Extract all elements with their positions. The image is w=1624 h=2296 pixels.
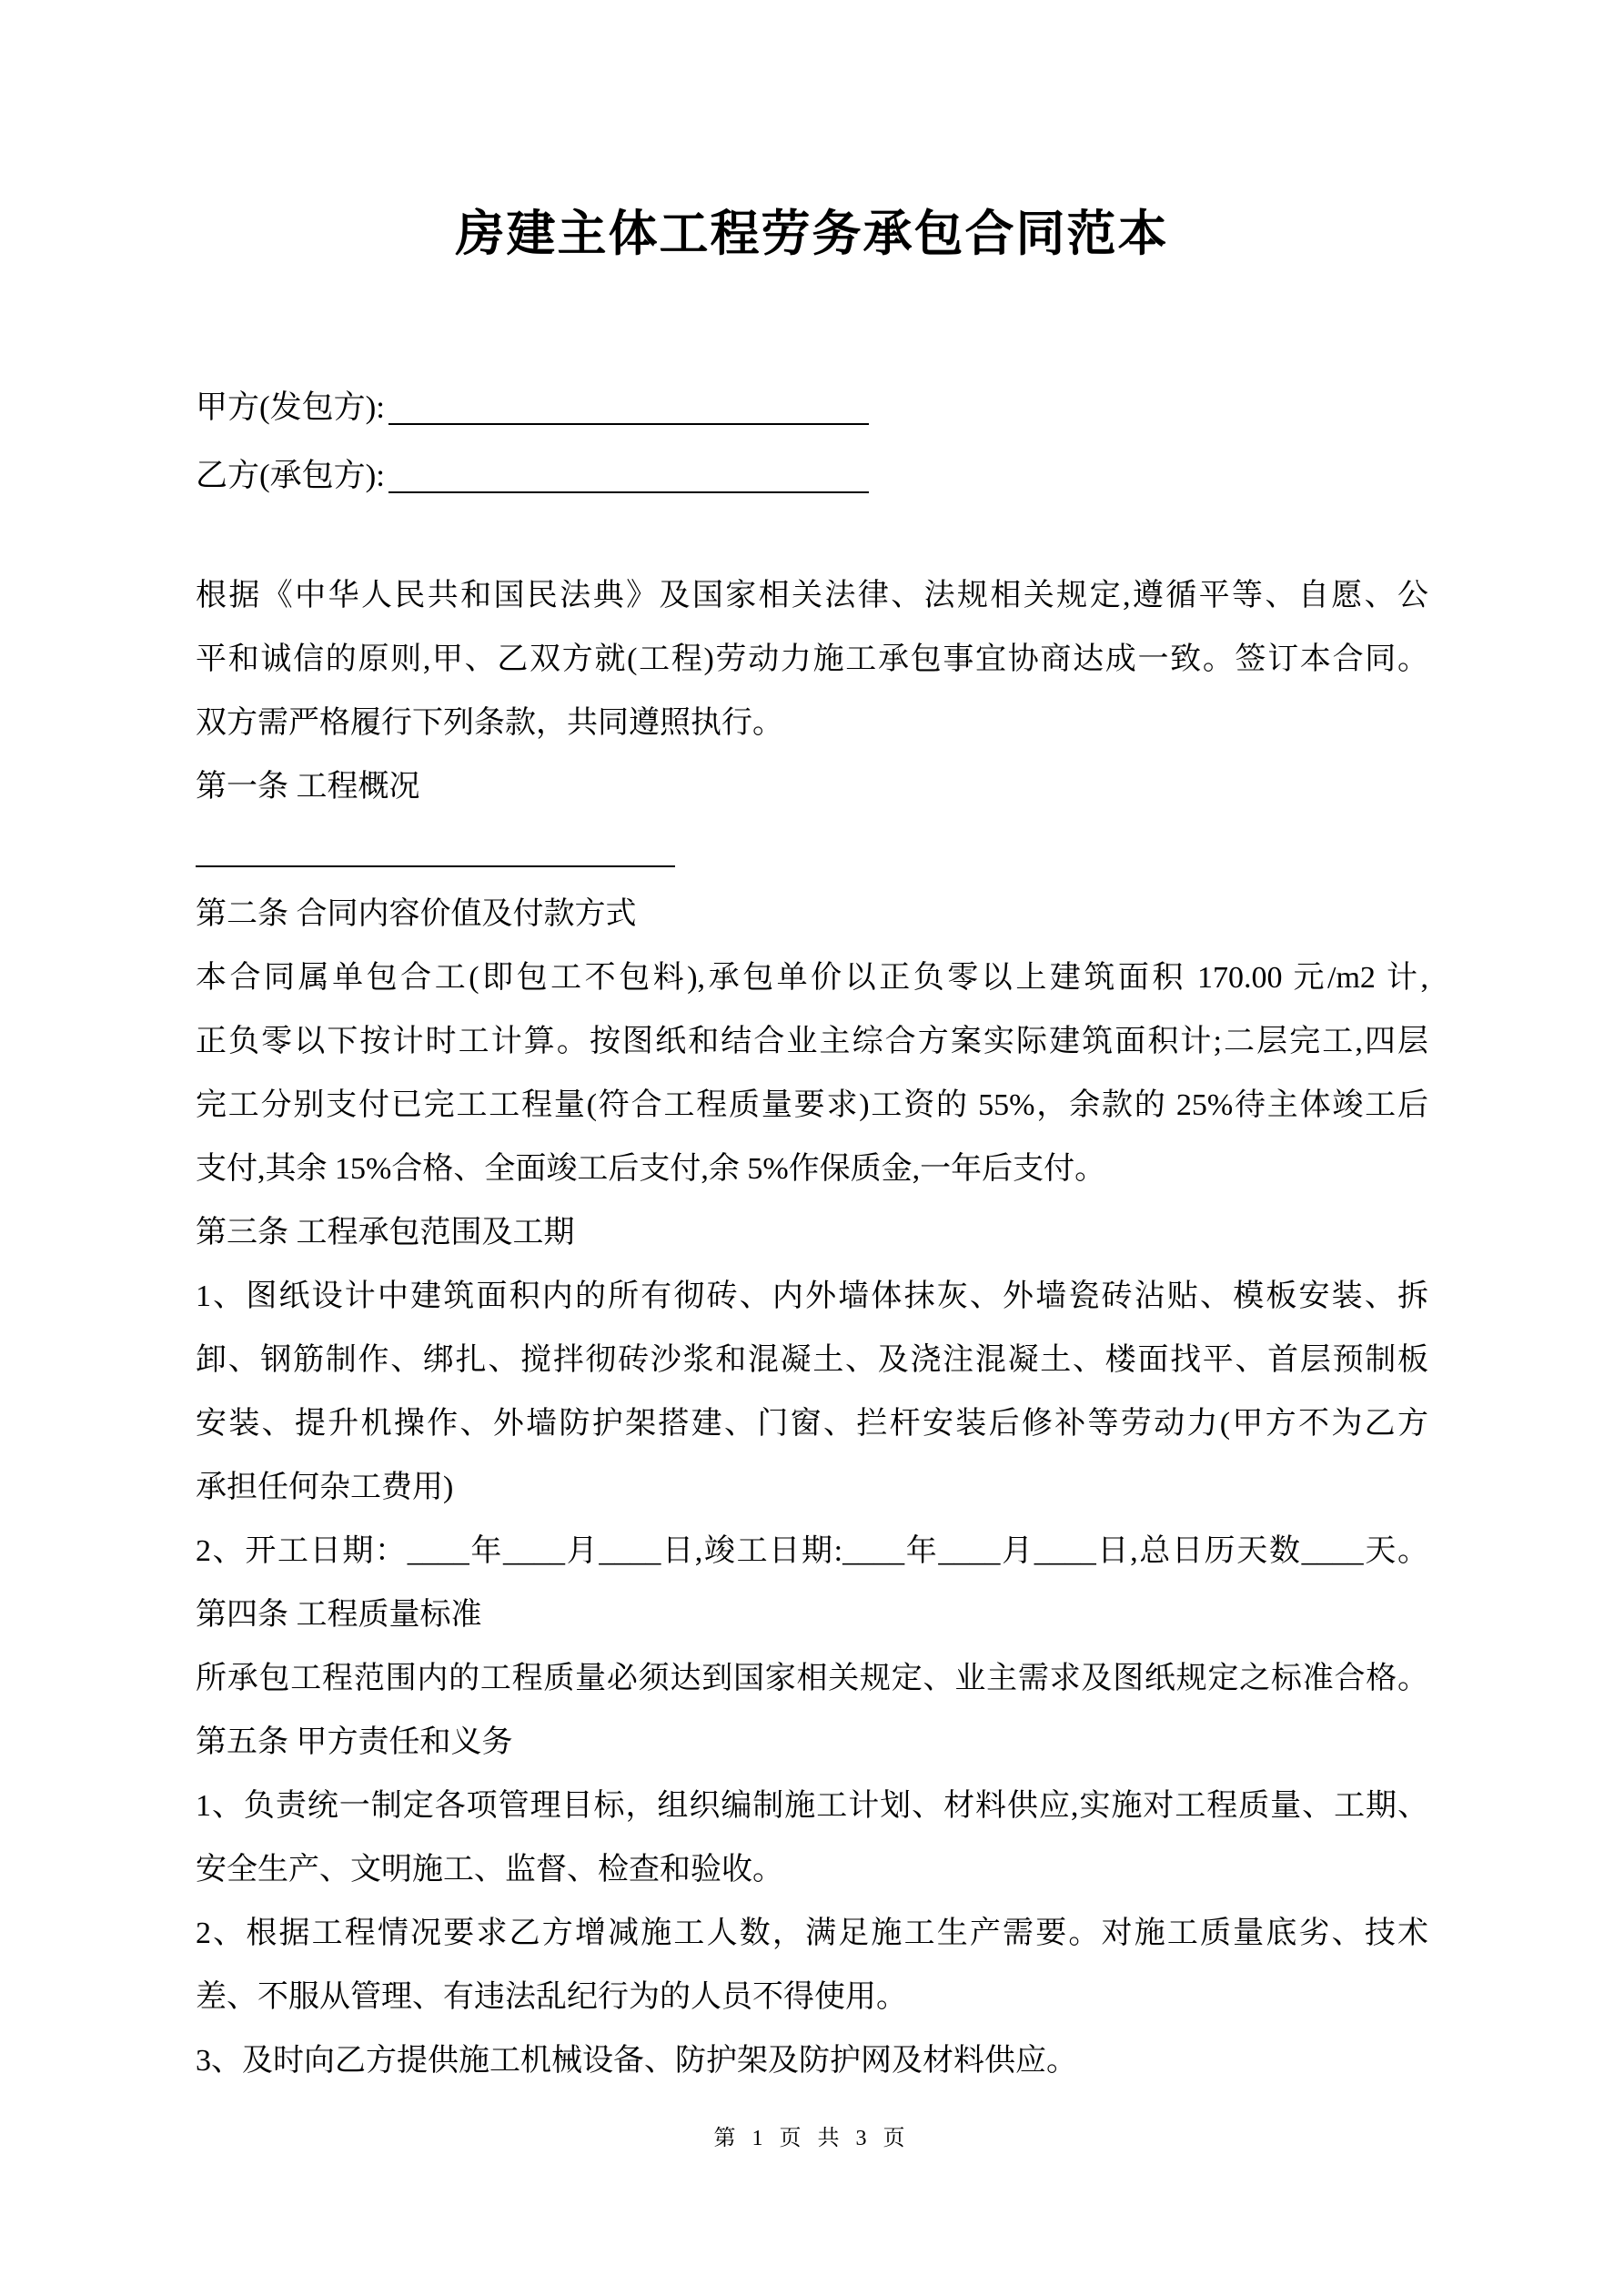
section-heading: 第五条 甲方责任和义务 bbox=[196, 1725, 513, 1759]
party-a-label: 甲方(发包方): bbox=[196, 389, 386, 425]
party-b-fill-in-underline bbox=[388, 491, 869, 493]
party-b-line bbox=[196, 441, 1428, 510]
paragraph-line: 根据《中华人民共和国民法典》及国家相关法律、法规相关规定,遵循平等、自愿、公 bbox=[196, 579, 1428, 612]
party-a-fill-in-underline bbox=[388, 423, 869, 425]
paragraph-line: 3、及时向乙方提供施工机械设备、防护架及防护网及材料供应。 bbox=[196, 2044, 1077, 2078]
paragraph-line: 双方需严格履行下列条款，共同遵照执行。 bbox=[196, 706, 783, 740]
party-block bbox=[196, 373, 1428, 510]
paragraph-line: 所承包工程范围内的工程质量必须达到国家相关规定、业主需求及图纸规定之标准合格。 bbox=[196, 1662, 1428, 1695]
paragraph-line: 1、负责统一制定各项管理目标，组织编制施工计划、材料供应,实施对工程质量、工期、 bbox=[196, 1789, 1428, 1823]
party-a-line bbox=[196, 373, 1428, 441]
paragraph-line: 平和诚信的原则,甲、乙双方就(工程)劳动力施工承包事宜协商达成一致。签订本合同。 bbox=[196, 642, 1428, 676]
paragraph-line: 1、图纸设计中建筑面积内的所有彻砖、内外墙体抹灰、外墙瓷砖沾贴、模板安装、拆 bbox=[196, 1279, 1428, 1313]
section-heading: 第一条 工程概况 bbox=[196, 770, 420, 804]
paragraph-line: 承担任何杂工费用) bbox=[196, 1471, 454, 1504]
document-title: 房建主体工程劳务承包合同范本 bbox=[455, 207, 1169, 261]
paragraph-line: 完工分别支付已完工工程量(符合工程质量要求)工资的 55%，余款的 25%待主体竣工后 bbox=[196, 1088, 1428, 1122]
paragraph-line: 支付,其余 15%合格、全面竣工后支付,余 5%作保质金,一年后支付。 bbox=[196, 1152, 1106, 1186]
paragraph-line: 差、不服从管理、有违法乱纪行为的人员不得使用。 bbox=[196, 1980, 907, 2014]
contract-body bbox=[196, 564, 1428, 2093]
paragraph-line: 安装、提升机操作、外墙防护架搭建、门窗、拦杆安装后修补等劳动力(甲方不为乙方 bbox=[196, 1407, 1428, 1441]
paragraph-line: 本合同属单包合工(即包工不包料),承包单价以正负零以上建筑面积 170.00 元/m2 计, bbox=[196, 961, 1428, 995]
party-b-label: 乙方(承包方): bbox=[196, 458, 386, 493]
fill-in-blank-underline bbox=[196, 865, 675, 867]
paragraph-line: 2、开工日期：____年____月____日,竣工日期:____年____月____日,总日历天数____天。 bbox=[196, 1534, 1428, 1568]
paragraph-line: 正负零以下按计时工计算。按图纸和结合业主综合方案实际建筑面积计;二层完工,四层 bbox=[196, 1025, 1428, 1058]
section-heading: 第二条 合同内容价值及付款方式 bbox=[196, 897, 637, 931]
paragraph-line: 卸、钢筋制作、绑扎、搅拌彻砖沙浆和混凝土、及浇注混凝土、楼面找平、首层预制板 bbox=[196, 1343, 1428, 1377]
blank-fill-line bbox=[196, 819, 1428, 883]
paragraph-line: 安全生产、文明施工、监督、检查和验收。 bbox=[196, 1853, 783, 1886]
page-number: 第 1 页 共 3 页 bbox=[713, 2127, 911, 2150]
paragraph-line: 2、根据工程情况要求乙方增减施工人数，满足施工生产需要。对施工质量底劣、技术 bbox=[196, 1917, 1428, 1950]
section-heading: 第三条 工程承包范围及工期 bbox=[196, 1216, 575, 1249]
section-heading: 第四条 工程质量标准 bbox=[196, 1598, 482, 1632]
